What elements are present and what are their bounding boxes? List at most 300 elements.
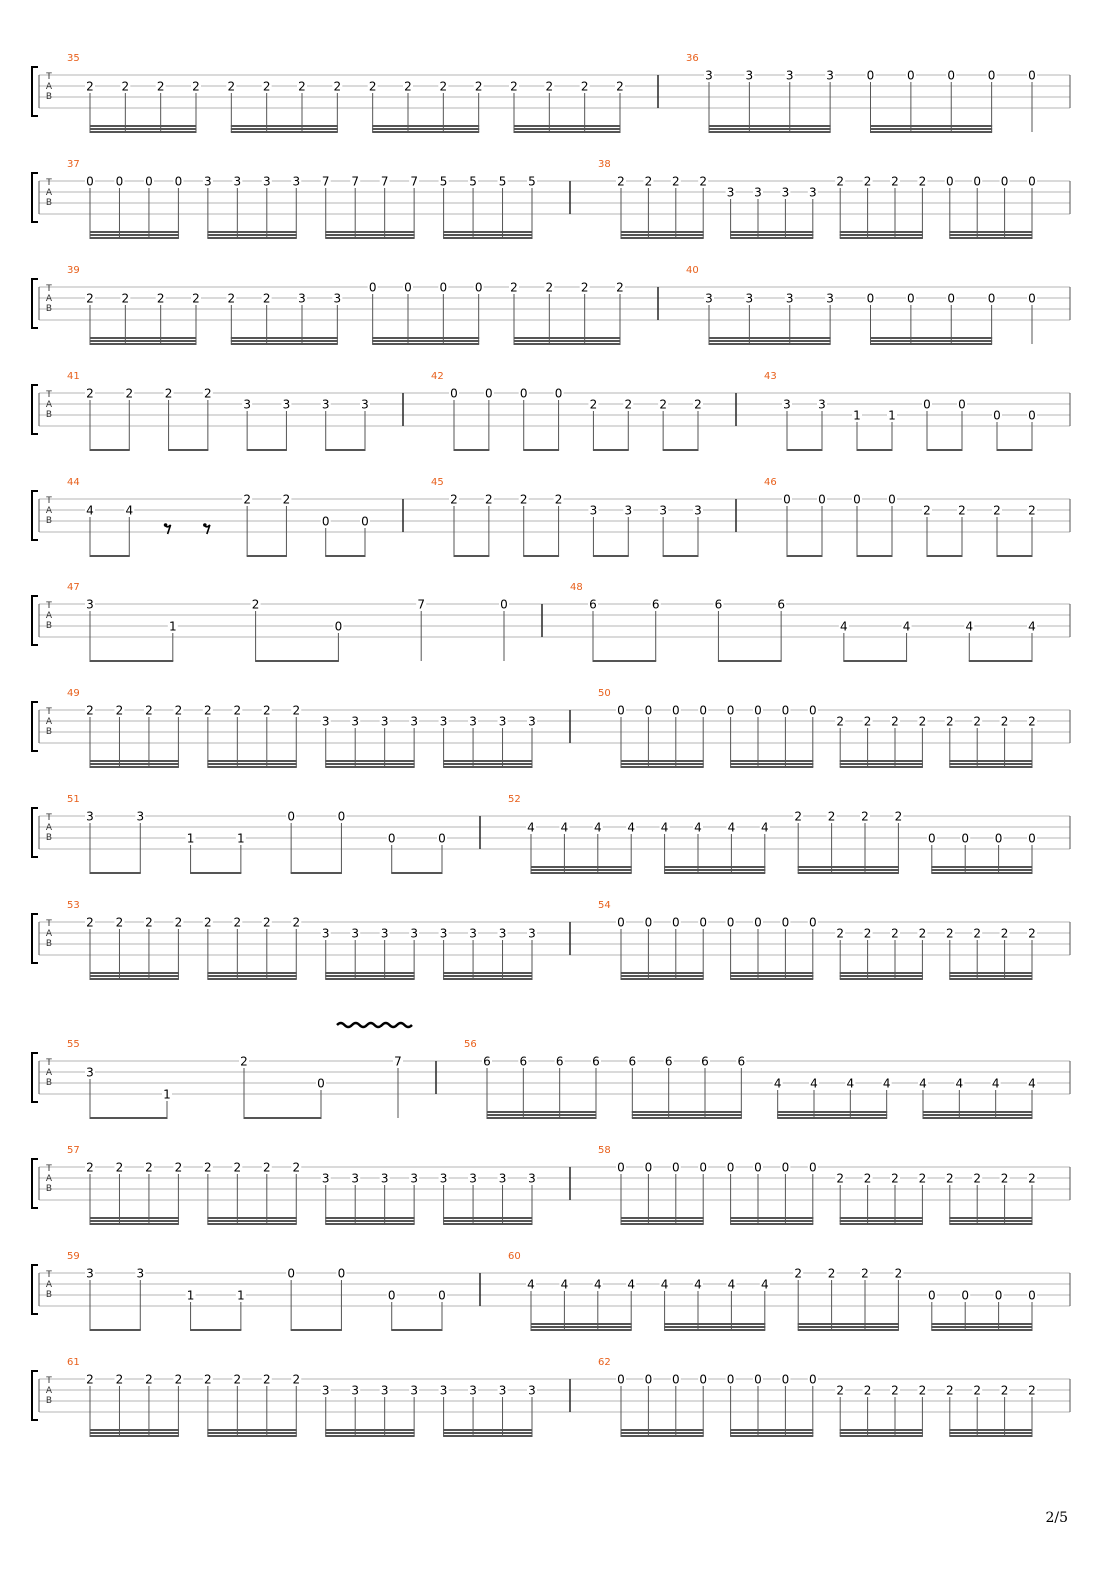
- fret-number: 0: [671, 915, 680, 930]
- fret-number: 0: [337, 1266, 346, 1281]
- fret-number: 2: [836, 926, 845, 941]
- fret-number: 4: [560, 820, 569, 835]
- fret-number: 2: [368, 79, 377, 94]
- fret-number: 0: [500, 597, 508, 612]
- fret-number: 4: [773, 1076, 782, 1091]
- measure: [764, 477, 1070, 556]
- fret-number: 2: [115, 915, 124, 930]
- fret-number: 0: [994, 831, 1003, 846]
- fret-number: 0: [754, 915, 762, 930]
- fret-number: 4: [727, 1277, 736, 1292]
- fret-number: 2: [945, 1171, 954, 1186]
- fret-number: 0: [334, 619, 343, 634]
- fret-number: 2: [262, 915, 271, 930]
- fret-number: 0: [337, 809, 346, 824]
- measure: [570, 582, 1070, 661]
- fret-number: 2: [86, 1160, 94, 1175]
- fret-number: 4: [965, 619, 974, 634]
- fret-number: 7: [351, 174, 360, 189]
- measure: [67, 53, 658, 132]
- fret-number: 4: [840, 619, 848, 634]
- measure: [67, 794, 480, 873]
- fret-number: 2: [624, 397, 633, 412]
- fret-number: 2: [292, 1372, 301, 1387]
- measure-number: 40: [686, 265, 699, 276]
- fret-number: 2: [973, 926, 982, 941]
- fret-number: 4: [660, 1277, 669, 1292]
- fret-number: 2: [292, 915, 301, 930]
- fret-number: 4: [955, 1076, 964, 1091]
- fret-number: 3: [262, 174, 271, 189]
- fret-number: 3: [694, 503, 702, 518]
- measure-number: 55: [67, 1039, 80, 1050]
- fret-number: 2: [794, 1266, 803, 1281]
- fret-number: 0: [808, 703, 817, 718]
- fret-number: 0: [699, 1372, 708, 1387]
- fret-number: 2: [918, 174, 927, 189]
- system-bracket: [32, 491, 38, 540]
- fret-number: 0: [947, 68, 956, 83]
- fret-number: 2: [1000, 1171, 1009, 1186]
- fret-number: 2: [204, 915, 212, 930]
- tab-clef-letter: T: [46, 1270, 52, 1280]
- fret-number: 3: [589, 503, 598, 518]
- fret-number: 2: [1000, 926, 1009, 941]
- fret-number: 3: [380, 926, 389, 941]
- fret-number: 2: [86, 703, 94, 718]
- fret-number: 3: [785, 68, 794, 83]
- fret-number: 0: [317, 1076, 325, 1091]
- fret-number: 3: [469, 926, 477, 941]
- measure-number: 58: [598, 1145, 611, 1156]
- fret-number: 4: [846, 1076, 855, 1091]
- fret-number: 0: [1000, 174, 1009, 189]
- fret-number: 3: [439, 714, 448, 729]
- fret-number: 2: [204, 703, 212, 718]
- fret-number: 2: [450, 492, 458, 507]
- fret-number: 0: [726, 915, 735, 930]
- measure: [67, 371, 403, 450]
- fret-number: 3: [469, 1171, 477, 1186]
- fret-number: 4: [527, 820, 535, 835]
- fret-number: 2: [233, 703, 242, 718]
- tab-clef-letter: T: [46, 284, 52, 294]
- fret-number: 7: [410, 174, 418, 189]
- fret-number: 3: [624, 503, 633, 518]
- fret-number: 3: [204, 174, 212, 189]
- fret-number: 0: [994, 1288, 1003, 1303]
- fret-number: 0: [644, 1160, 653, 1175]
- measure-number: 48: [570, 582, 583, 593]
- measure: [67, 1251, 480, 1330]
- fret-number: 0: [945, 174, 954, 189]
- fret-number: 3: [498, 1171, 507, 1186]
- fret-number: 2: [894, 809, 903, 824]
- fret-number: 3: [818, 397, 826, 412]
- fret-number: 7: [394, 1054, 402, 1069]
- fret-number: 3: [498, 714, 507, 729]
- fret-number: 4: [660, 820, 669, 835]
- fret-number: 1: [186, 831, 195, 846]
- fret-number: 4: [694, 1277, 702, 1292]
- fret-number: 7: [380, 174, 389, 189]
- fret-number: 2: [836, 714, 845, 729]
- fret-number: 4: [627, 820, 636, 835]
- fret-number: 0: [781, 1372, 790, 1387]
- tab-clef-letter: A: [45, 1280, 53, 1290]
- fret-number: 0: [754, 1160, 762, 1175]
- fret-number: 3: [754, 185, 762, 200]
- measure-number: 59: [67, 1251, 80, 1262]
- fret-number: 3: [410, 714, 418, 729]
- fret-number: 6: [651, 597, 660, 612]
- fret-number: 0: [923, 397, 931, 412]
- fret-number: 4: [527, 1277, 535, 1292]
- fret-number: 2: [156, 79, 165, 94]
- fret-number: 4: [694, 820, 702, 835]
- fret-number: 6: [714, 597, 723, 612]
- fret-number: 2: [145, 703, 153, 718]
- fret-number: 2: [863, 174, 872, 189]
- fret-number: 2: [545, 280, 554, 295]
- fret-number: 7: [321, 174, 330, 189]
- fret-number: 3: [86, 1065, 94, 1080]
- fret-number: 2: [1028, 503, 1036, 518]
- fret-number: 1: [163, 1087, 171, 1102]
- fret-number: 2: [894, 1266, 903, 1281]
- tab-clef-letter: T: [46, 390, 52, 400]
- fret-number: 0: [617, 1372, 625, 1387]
- system-bracket: [32, 596, 38, 645]
- fret-number: 2: [554, 492, 563, 507]
- fret-number: 3: [705, 291, 713, 306]
- fret-number: 2: [192, 291, 200, 306]
- tab-clef-letter: B: [45, 1078, 53, 1088]
- fret-number: 3: [808, 185, 817, 200]
- fret-number: 4: [760, 1277, 769, 1292]
- fret-number: 2: [861, 1266, 869, 1281]
- fret-number: 2: [86, 386, 94, 401]
- fret-number: 0: [438, 831, 446, 846]
- fret-number: 0: [866, 291, 875, 306]
- measure-number: 38: [598, 159, 611, 170]
- fret-number: 0: [1028, 408, 1036, 423]
- fret-number: 0: [781, 1160, 790, 1175]
- fret-number: 2: [233, 1372, 242, 1387]
- fret-number: 2: [945, 714, 954, 729]
- tab-clef-letter: A: [45, 611, 53, 621]
- fret-number: 2: [510, 280, 518, 295]
- fret-number: 0: [1028, 1288, 1036, 1303]
- fret-number: 0: [907, 291, 915, 306]
- system-bracket: [32, 173, 38, 222]
- fret-number: 3: [439, 1383, 448, 1398]
- fret-number: 3: [439, 926, 448, 941]
- fret-number: 2: [86, 915, 94, 930]
- tab-clef-letter: T: [46, 1164, 52, 1174]
- system-bracket: [32, 808, 38, 857]
- fret-number: 0: [174, 174, 183, 189]
- measure: [67, 900, 570, 979]
- fret-number: 3: [783, 397, 791, 412]
- fret-number: 0: [947, 291, 956, 306]
- fret-number: 2: [644, 174, 653, 189]
- tab-clef-letter: B: [45, 621, 53, 631]
- fret-number: 2: [262, 79, 271, 94]
- tab-clef-letter: B: [45, 198, 53, 208]
- system-bracket: [32, 67, 38, 116]
- fret-number: 2: [923, 503, 931, 518]
- fret-number: 2: [204, 386, 212, 401]
- fret-number: 0: [321, 514, 330, 529]
- fret-number: 2: [262, 703, 271, 718]
- fret-number: 0: [808, 1160, 817, 1175]
- fret-number: 6: [555, 1054, 564, 1069]
- fret-number: 2: [174, 1372, 183, 1387]
- fret-number: 2: [918, 714, 927, 729]
- fret-number: 3: [351, 1171, 360, 1186]
- fret-number: 3: [86, 809, 94, 824]
- measure: [686, 53, 1070, 132]
- fret-number: 3: [333, 291, 342, 306]
- fret-number: 2: [827, 1266, 836, 1281]
- measure: [67, 1357, 570, 1436]
- fret-number: 2: [1028, 714, 1036, 729]
- fret-number: 3: [410, 1171, 418, 1186]
- fret-number: 2: [174, 1160, 183, 1175]
- fret-number: 2: [282, 492, 291, 507]
- fret-number: 2: [891, 926, 899, 941]
- measure-number: 53: [67, 900, 80, 911]
- fret-number: 2: [836, 174, 845, 189]
- tab-system: [32, 371, 1070, 450]
- tab-clef-letter: B: [45, 304, 53, 314]
- fret-number: 3: [528, 926, 536, 941]
- system-bracket: [32, 279, 38, 328]
- tab-clef-letter: B: [45, 1290, 53, 1300]
- measure: [508, 794, 1070, 873]
- fret-number: 0: [699, 703, 708, 718]
- fret-number: 2: [86, 291, 94, 306]
- fret-number: 3: [292, 174, 301, 189]
- fret-number: 1: [186, 1288, 195, 1303]
- fret-number: 3: [351, 926, 360, 941]
- fret-number: 2: [192, 79, 200, 94]
- fret-number: 0: [927, 1288, 936, 1303]
- fret-number: 2: [233, 1160, 242, 1175]
- fret-number: 5: [439, 174, 448, 189]
- fret-number: 0: [754, 703, 762, 718]
- fret-number: 2: [240, 1054, 248, 1069]
- fret-number: 0: [699, 1160, 708, 1175]
- tab-clef-letter: A: [45, 1386, 53, 1396]
- tab-clef-letter: T: [46, 601, 52, 611]
- fret-number: 4: [593, 820, 602, 835]
- measure-number: 61: [67, 1357, 80, 1368]
- fret-number: 0: [644, 703, 653, 718]
- system-bracket: [32, 702, 38, 751]
- fret-number: 2: [121, 79, 130, 94]
- fret-number: 3: [705, 68, 713, 83]
- fret-number: 0: [361, 514, 369, 529]
- fret-number: 6: [664, 1054, 673, 1069]
- fret-number: 4: [593, 1277, 602, 1292]
- tab-clef-letter: T: [46, 178, 52, 188]
- fret-number: 2: [115, 1160, 124, 1175]
- fret-number: 3: [498, 1383, 507, 1398]
- fret-number: 2: [1028, 1171, 1036, 1186]
- tab-clef-letter: A: [45, 1068, 53, 1078]
- fret-number: 2: [794, 809, 803, 824]
- measure-number: 36: [686, 53, 699, 64]
- fret-number: 4: [902, 619, 911, 634]
- fret-number: 2: [333, 79, 342, 94]
- fret-number: 0: [1028, 291, 1036, 306]
- fret-number: 3: [380, 1171, 389, 1186]
- fret-number: 3: [351, 714, 360, 729]
- measure-number: 41: [67, 371, 80, 382]
- fret-number: 0: [726, 1160, 735, 1175]
- fret-number: 0: [617, 703, 625, 718]
- measure: [67, 1145, 570, 1224]
- fret-number: 0: [1028, 831, 1036, 846]
- fret-number: 3: [321, 397, 330, 412]
- fret-number: 0: [866, 68, 875, 83]
- fret-number: 2: [262, 1160, 271, 1175]
- fret-number: 0: [726, 703, 735, 718]
- fret-number: 6: [592, 1054, 600, 1069]
- fret-number: 2: [474, 79, 483, 94]
- fret-number: 0: [644, 915, 653, 930]
- fret-number: 2: [145, 1372, 153, 1387]
- fret-number: 2: [958, 503, 966, 518]
- measure-number: 54: [598, 900, 611, 911]
- fret-number: 0: [145, 174, 153, 189]
- measure-number: 51: [67, 794, 80, 805]
- tab-clef-letter: A: [45, 823, 53, 833]
- tab-system: [32, 1357, 1070, 1436]
- measure: [67, 582, 542, 661]
- tab-system: [32, 900, 1070, 979]
- tab-system: [32, 1251, 1070, 1330]
- fret-number: 1: [237, 831, 245, 846]
- tab-clef-letter: A: [45, 82, 53, 92]
- tab-system: [32, 1023, 1070, 1118]
- fret-number: 2: [174, 703, 183, 718]
- fret-number: 2: [227, 79, 236, 94]
- fret-number: 0: [781, 703, 790, 718]
- fret-number: 0: [993, 408, 1001, 423]
- fret-number: 2: [918, 1171, 927, 1186]
- fret-number: 4: [627, 1277, 636, 1292]
- tab-clef-letter: T: [46, 1376, 52, 1386]
- fret-number: 2: [973, 1171, 982, 1186]
- measure: [598, 1357, 1070, 1436]
- fret-number: 2: [891, 1383, 899, 1398]
- fret-number: 2: [836, 1383, 845, 1398]
- system-bracket: [32, 914, 38, 963]
- fret-number: 4: [86, 503, 94, 518]
- fret-number: 3: [745, 68, 754, 83]
- fret-number: 3: [726, 185, 735, 200]
- measure-number: 42: [431, 371, 444, 382]
- fret-number: 7: [417, 597, 426, 612]
- measure: [67, 1039, 436, 1118]
- fret-number: 2: [589, 397, 598, 412]
- tab-clef-letter: T: [46, 813, 52, 823]
- fret-number: 2: [699, 174, 708, 189]
- fret-number: 4: [991, 1076, 1000, 1091]
- fret-number: 2: [298, 79, 306, 94]
- fret-number: 0: [287, 1266, 295, 1281]
- fret-number: 5: [469, 174, 477, 189]
- fret-number: 3: [351, 1383, 360, 1398]
- fret-number: 2: [115, 1372, 124, 1387]
- fret-number: 2: [439, 79, 448, 94]
- fret-number: 2: [262, 291, 271, 306]
- fret-number: 6: [628, 1054, 637, 1069]
- fret-number: 2: [292, 703, 301, 718]
- fret-number: 2: [863, 1383, 872, 1398]
- fret-number: 0: [617, 1160, 625, 1175]
- fret-number: 2: [404, 79, 412, 94]
- fret-number: 1: [853, 408, 861, 423]
- fret-number: 3: [826, 291, 834, 306]
- fret-number: 3: [321, 1171, 330, 1186]
- measure: [598, 688, 1070, 767]
- fret-number: 2: [125, 386, 134, 401]
- fret-number: 3: [528, 1171, 536, 1186]
- fret-number: 6: [737, 1054, 746, 1069]
- measure: [67, 159, 570, 238]
- fret-number: 3: [781, 185, 790, 200]
- measure: [431, 477, 736, 556]
- fret-number: 3: [86, 597, 94, 612]
- fret-number: 0: [958, 397, 966, 412]
- fret-number: 0: [450, 386, 458, 401]
- measure: [508, 1251, 1070, 1330]
- fret-number: 0: [485, 386, 493, 401]
- fret-number: 3: [380, 714, 389, 729]
- fret-number: 6: [701, 1054, 709, 1069]
- fret-number: 2: [580, 79, 589, 94]
- fret-number: 0: [987, 68, 996, 83]
- fret-number: 3: [136, 809, 145, 824]
- fret-number: 0: [907, 68, 915, 83]
- fret-number: 1: [888, 408, 896, 423]
- fret-number: 0: [818, 492, 826, 507]
- fret-number: 2: [121, 291, 130, 306]
- fret-number: 0: [853, 492, 861, 507]
- fret-number: 2: [918, 1383, 927, 1398]
- fret-number: 2: [1000, 1383, 1009, 1398]
- tab-clef-letter: T: [46, 1058, 52, 1068]
- measure: [686, 265, 1070, 344]
- fret-number: 3: [136, 1266, 145, 1281]
- fret-number: 2: [836, 1171, 845, 1186]
- fret-number: 4: [1028, 619, 1036, 634]
- tab-clef-letter: A: [45, 717, 53, 727]
- measure: [67, 265, 658, 344]
- fret-number: 0: [781, 915, 790, 930]
- fret-number: 0: [973, 174, 982, 189]
- fret-number: 3: [86, 1266, 94, 1281]
- tab-clef-letter: A: [45, 188, 53, 198]
- fret-number: 2: [616, 79, 624, 94]
- tab-system: [32, 53, 1070, 132]
- tab-clef-letter: B: [45, 833, 53, 843]
- fret-number: 0: [699, 915, 708, 930]
